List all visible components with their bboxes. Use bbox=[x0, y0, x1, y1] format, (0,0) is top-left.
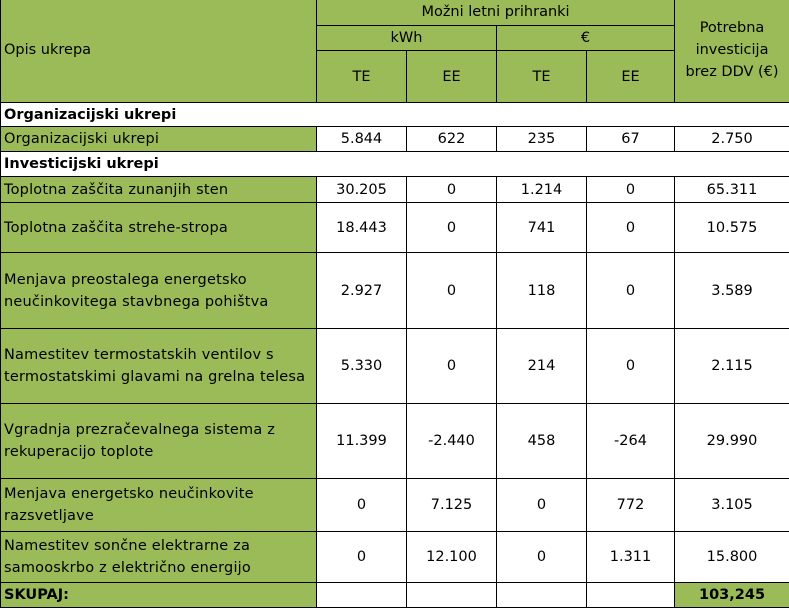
header-eur: € bbox=[497, 26, 675, 51]
table-row bbox=[1, 203, 789, 253]
row-desc: Toplotna zaščita zunanjih sten bbox=[1, 177, 317, 203]
row-ee-kwh: 0 bbox=[407, 253, 497, 329]
row-desc: Namestitev termostatskih ventilov s termostatskimi glavami na grelna telesa bbox=[1, 329, 317, 404]
total-row bbox=[1, 583, 789, 608]
row-ee-kwh: -2.440 bbox=[407, 404, 497, 479]
row-ee-kwh: 7.125 bbox=[407, 479, 497, 532]
row-te-eur: 458 bbox=[497, 404, 587, 479]
row-desc: Vgradnja prezračevalnega sistema z rekuperacijo toplote bbox=[1, 404, 317, 479]
header-investment: Potrebna investicija brez DDV (€) bbox=[675, 0, 789, 103]
row-ee-kwh: 12.100 bbox=[407, 532, 497, 583]
row-inv: 10.575 bbox=[675, 203, 789, 253]
header-opis: Opis ukrepa bbox=[1, 0, 317, 103]
row-inv: 2.750 bbox=[675, 127, 789, 152]
total-empty-cell bbox=[407, 583, 497, 608]
row-ee-eur: 1.311 bbox=[587, 532, 675, 583]
row-te-eur: 214 bbox=[497, 329, 587, 404]
row-te-kwh: 5.844 bbox=[317, 127, 407, 152]
header-kwh: kWh bbox=[317, 26, 497, 51]
total-investment: 103,245 bbox=[675, 583, 789, 608]
row-ee-eur: 0 bbox=[587, 177, 675, 203]
section-investment: Investicijski ukrepi bbox=[1, 152, 789, 177]
row-ee-eur: 0 bbox=[587, 253, 675, 329]
row-inv: 65.311 bbox=[675, 177, 789, 203]
row-desc: Namestitev sončne elektrarne za samooskrbo z električno energijo bbox=[1, 532, 317, 583]
row-ee-eur: -264 bbox=[587, 404, 675, 479]
table-row bbox=[1, 479, 789, 532]
table-row bbox=[1, 127, 789, 152]
row-desc: Menjava preostalega energetsko neučinkovitega stavbnega pohištva bbox=[1, 253, 317, 329]
row-inv: 3.105 bbox=[675, 479, 789, 532]
total-label: SKUPAJ: bbox=[1, 583, 317, 608]
row-te-kwh: 0 bbox=[317, 532, 407, 583]
row-desc: Organizacijski ukrepi bbox=[1, 127, 317, 152]
row-inv: 15.800 bbox=[675, 532, 789, 583]
row-inv: 2.115 bbox=[675, 329, 789, 404]
total-empty-cell bbox=[497, 583, 587, 608]
row-ee-eur: 0 bbox=[587, 329, 675, 404]
row-te-kwh: 2.927 bbox=[317, 253, 407, 329]
row-ee-kwh: 0 bbox=[407, 203, 497, 253]
row-inv: 3.589 bbox=[675, 253, 789, 329]
table-row bbox=[1, 404, 789, 479]
row-te-kwh: 0 bbox=[317, 479, 407, 532]
total-empty-cell bbox=[317, 583, 407, 608]
row-te-eur: 741 bbox=[497, 203, 587, 253]
header-te-kwh: TE bbox=[317, 51, 407, 103]
row-te-eur: 1.214 bbox=[497, 177, 587, 203]
row-ee-kwh: 0 bbox=[407, 329, 497, 404]
header-ee-kwh: EE bbox=[407, 51, 497, 103]
row-te-eur: 0 bbox=[497, 479, 587, 532]
row-desc: Toplotna zaščita strehe-stropa bbox=[1, 203, 317, 253]
table-row bbox=[1, 329, 789, 404]
row-te-kwh: 11.399 bbox=[317, 404, 407, 479]
row-te-eur: 0 bbox=[497, 532, 587, 583]
table-row bbox=[1, 532, 789, 583]
row-inv: 29.990 bbox=[675, 404, 789, 479]
row-ee-eur: 0 bbox=[587, 203, 675, 253]
row-te-kwh: 30.205 bbox=[317, 177, 407, 203]
header-savings: Možni letni prihranki bbox=[317, 0, 675, 26]
row-ee-kwh: 622 bbox=[407, 127, 497, 152]
row-ee-eur: 772 bbox=[587, 479, 675, 532]
row-te-eur: 235 bbox=[497, 127, 587, 152]
row-ee-kwh: 0 bbox=[407, 177, 497, 203]
row-ee-eur: 67 bbox=[587, 127, 675, 152]
row-desc: Menjava energetsko neučinkovite razsvetljave bbox=[1, 479, 317, 532]
table-row bbox=[1, 177, 789, 203]
row-te-kwh: 18.443 bbox=[317, 203, 407, 253]
header-ee-eur: EE bbox=[587, 51, 675, 103]
row-te-eur: 118 bbox=[497, 253, 587, 329]
header-te-eur: TE bbox=[497, 51, 587, 103]
row-te-kwh: 5.330 bbox=[317, 329, 407, 404]
section-organizational: Organizacijski ukrepi bbox=[1, 103, 789, 127]
table-row bbox=[1, 253, 789, 329]
total-empty-cell bbox=[587, 583, 675, 608]
